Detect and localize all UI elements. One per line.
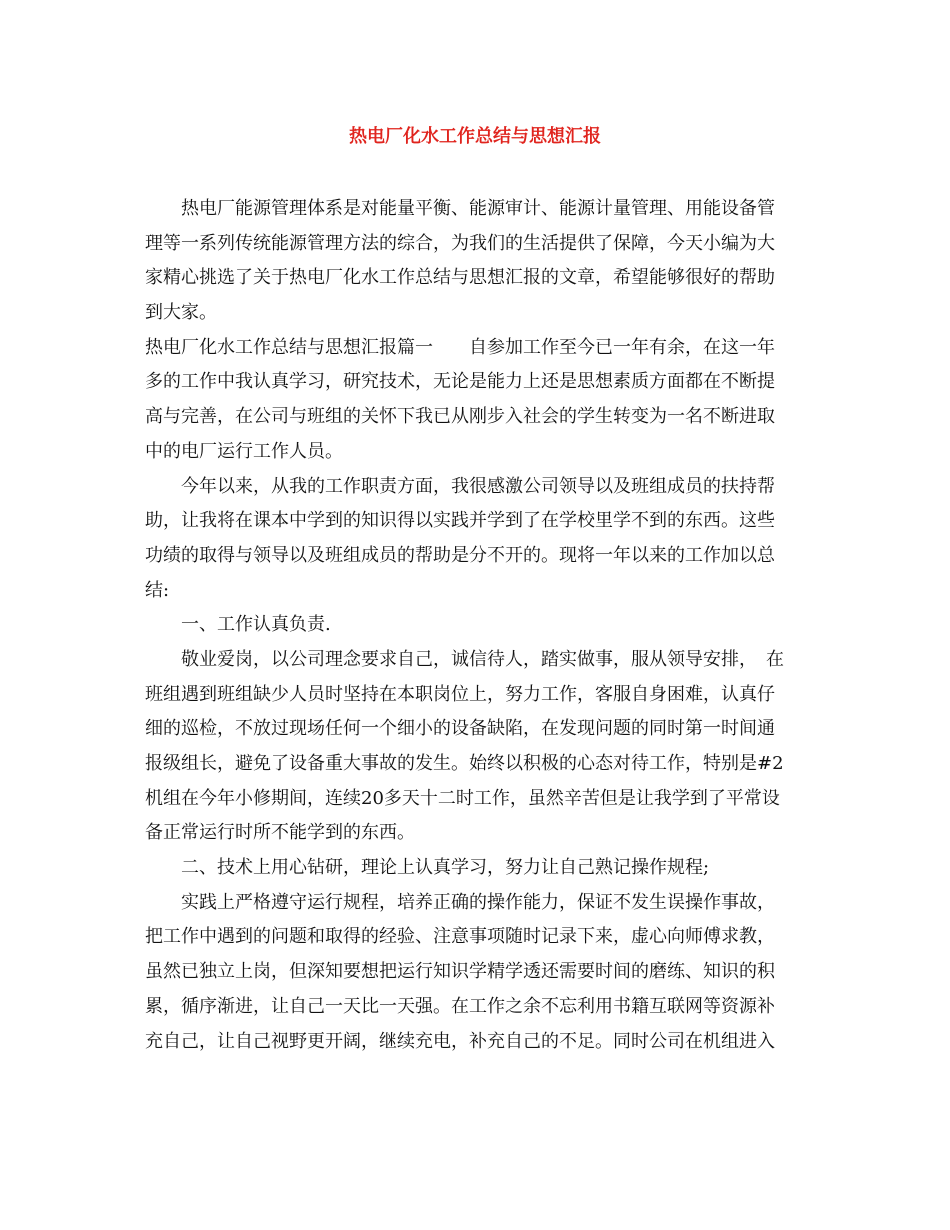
- text-line: 机组在今年小修期间，连续20多天十二时工作，虽然辛苦但是让我学到了平常设: [145, 787, 780, 809]
- text-line: 累，循序渐进，让自己一天比一天强。在工作之余不忘利用书籍互联网等资源补: [145, 995, 775, 1017]
- text-line: 到大家。: [145, 302, 217, 324]
- text-line: 二、技术上用心钻研，理论上认真学习，努力让自己熟记操作规程;: [181, 857, 710, 879]
- text-line: 报级组长，避免了设备重大事故的发生。始终以积极的心态对待工作，特别是#2: [145, 753, 784, 774]
- text-line: 班组遇到班组缺少人员时坚持在本职岗位上，努力工作，客服自身困难，认真仔: [145, 683, 775, 705]
- text-line: 助，让我将在课本中学到的知识得以实践并学到了在学校里学不到的东西。这些: [145, 510, 775, 532]
- document-body: [145, 192, 805, 1059]
- text-line: 虽然已独立上岗，但深知要想把运行知识学精学透还需要时间的磨练、知识的积: [145, 961, 775, 983]
- text-line: 一、工作认真负责.: [181, 614, 331, 636]
- text-line: 高与完善，在公司与班组的关怀下我已从刚步入社会的学生转变为一名不断进取: [145, 406, 775, 428]
- text-line: 敬业爱岗，以公司理念要求自己，诚信待人，踏实做事，服从领导安排， 在: [181, 648, 784, 670]
- text-line: 功绩的取得与领导以及班组成员的帮助是分不开的。现将一年以来的工作加以总: [145, 544, 775, 566]
- text-line: 理等一系列传统能源管理方法的综合，为我们的生活提供了保障，今天小编为大: [145, 232, 775, 254]
- text-line: 今年以来，从我的工作职责方面，我很感激公司领导以及班组成员的扶持帮: [181, 475, 775, 497]
- text-line: 中的电厂运行工作人员。: [145, 440, 343, 462]
- text-line: 备正常运行时所不能学到的东西。: [145, 822, 415, 844]
- text-line: 充自己，让自己视野更开阔，继续充电，补充自己的不足。同时公司在机组进入: [145, 1030, 775, 1052]
- text-line: 多的工作中我认真学习，研究技术，无论是能力上还是思想素质方面都在不断提: [145, 371, 775, 393]
- text-line: 把工作中遇到的问题和取得的经验、注意事项随时记录下来，虚心向师傅求教，: [145, 926, 775, 948]
- document-title: 热电厂化水工作总结与思想汇报: [349, 126, 601, 147]
- text-line: 家精心挑选了关于热电厂化水工作总结与思想汇报的文章，希望能够很好的帮助: [145, 267, 775, 289]
- text-line: 实践上严格遵守运行规程，培养正确的操作能力，保证不发生误操作事故，: [181, 891, 775, 913]
- text-line: 热电厂能源管理体系是对能量平衡、能源审计、能源计量管理、用能设备管: [181, 198, 775, 219]
- text-line: 热电厂化水工作总结与思想汇报篇一 自参加工作至今已一年有余，在这一年: [145, 336, 775, 358]
- text-line: 结:: [145, 579, 170, 601]
- text-line: 细的巡检，不放过现场任何一个细小的设备缺陷，在发现问题的同时第一时间通: [145, 718, 775, 740]
